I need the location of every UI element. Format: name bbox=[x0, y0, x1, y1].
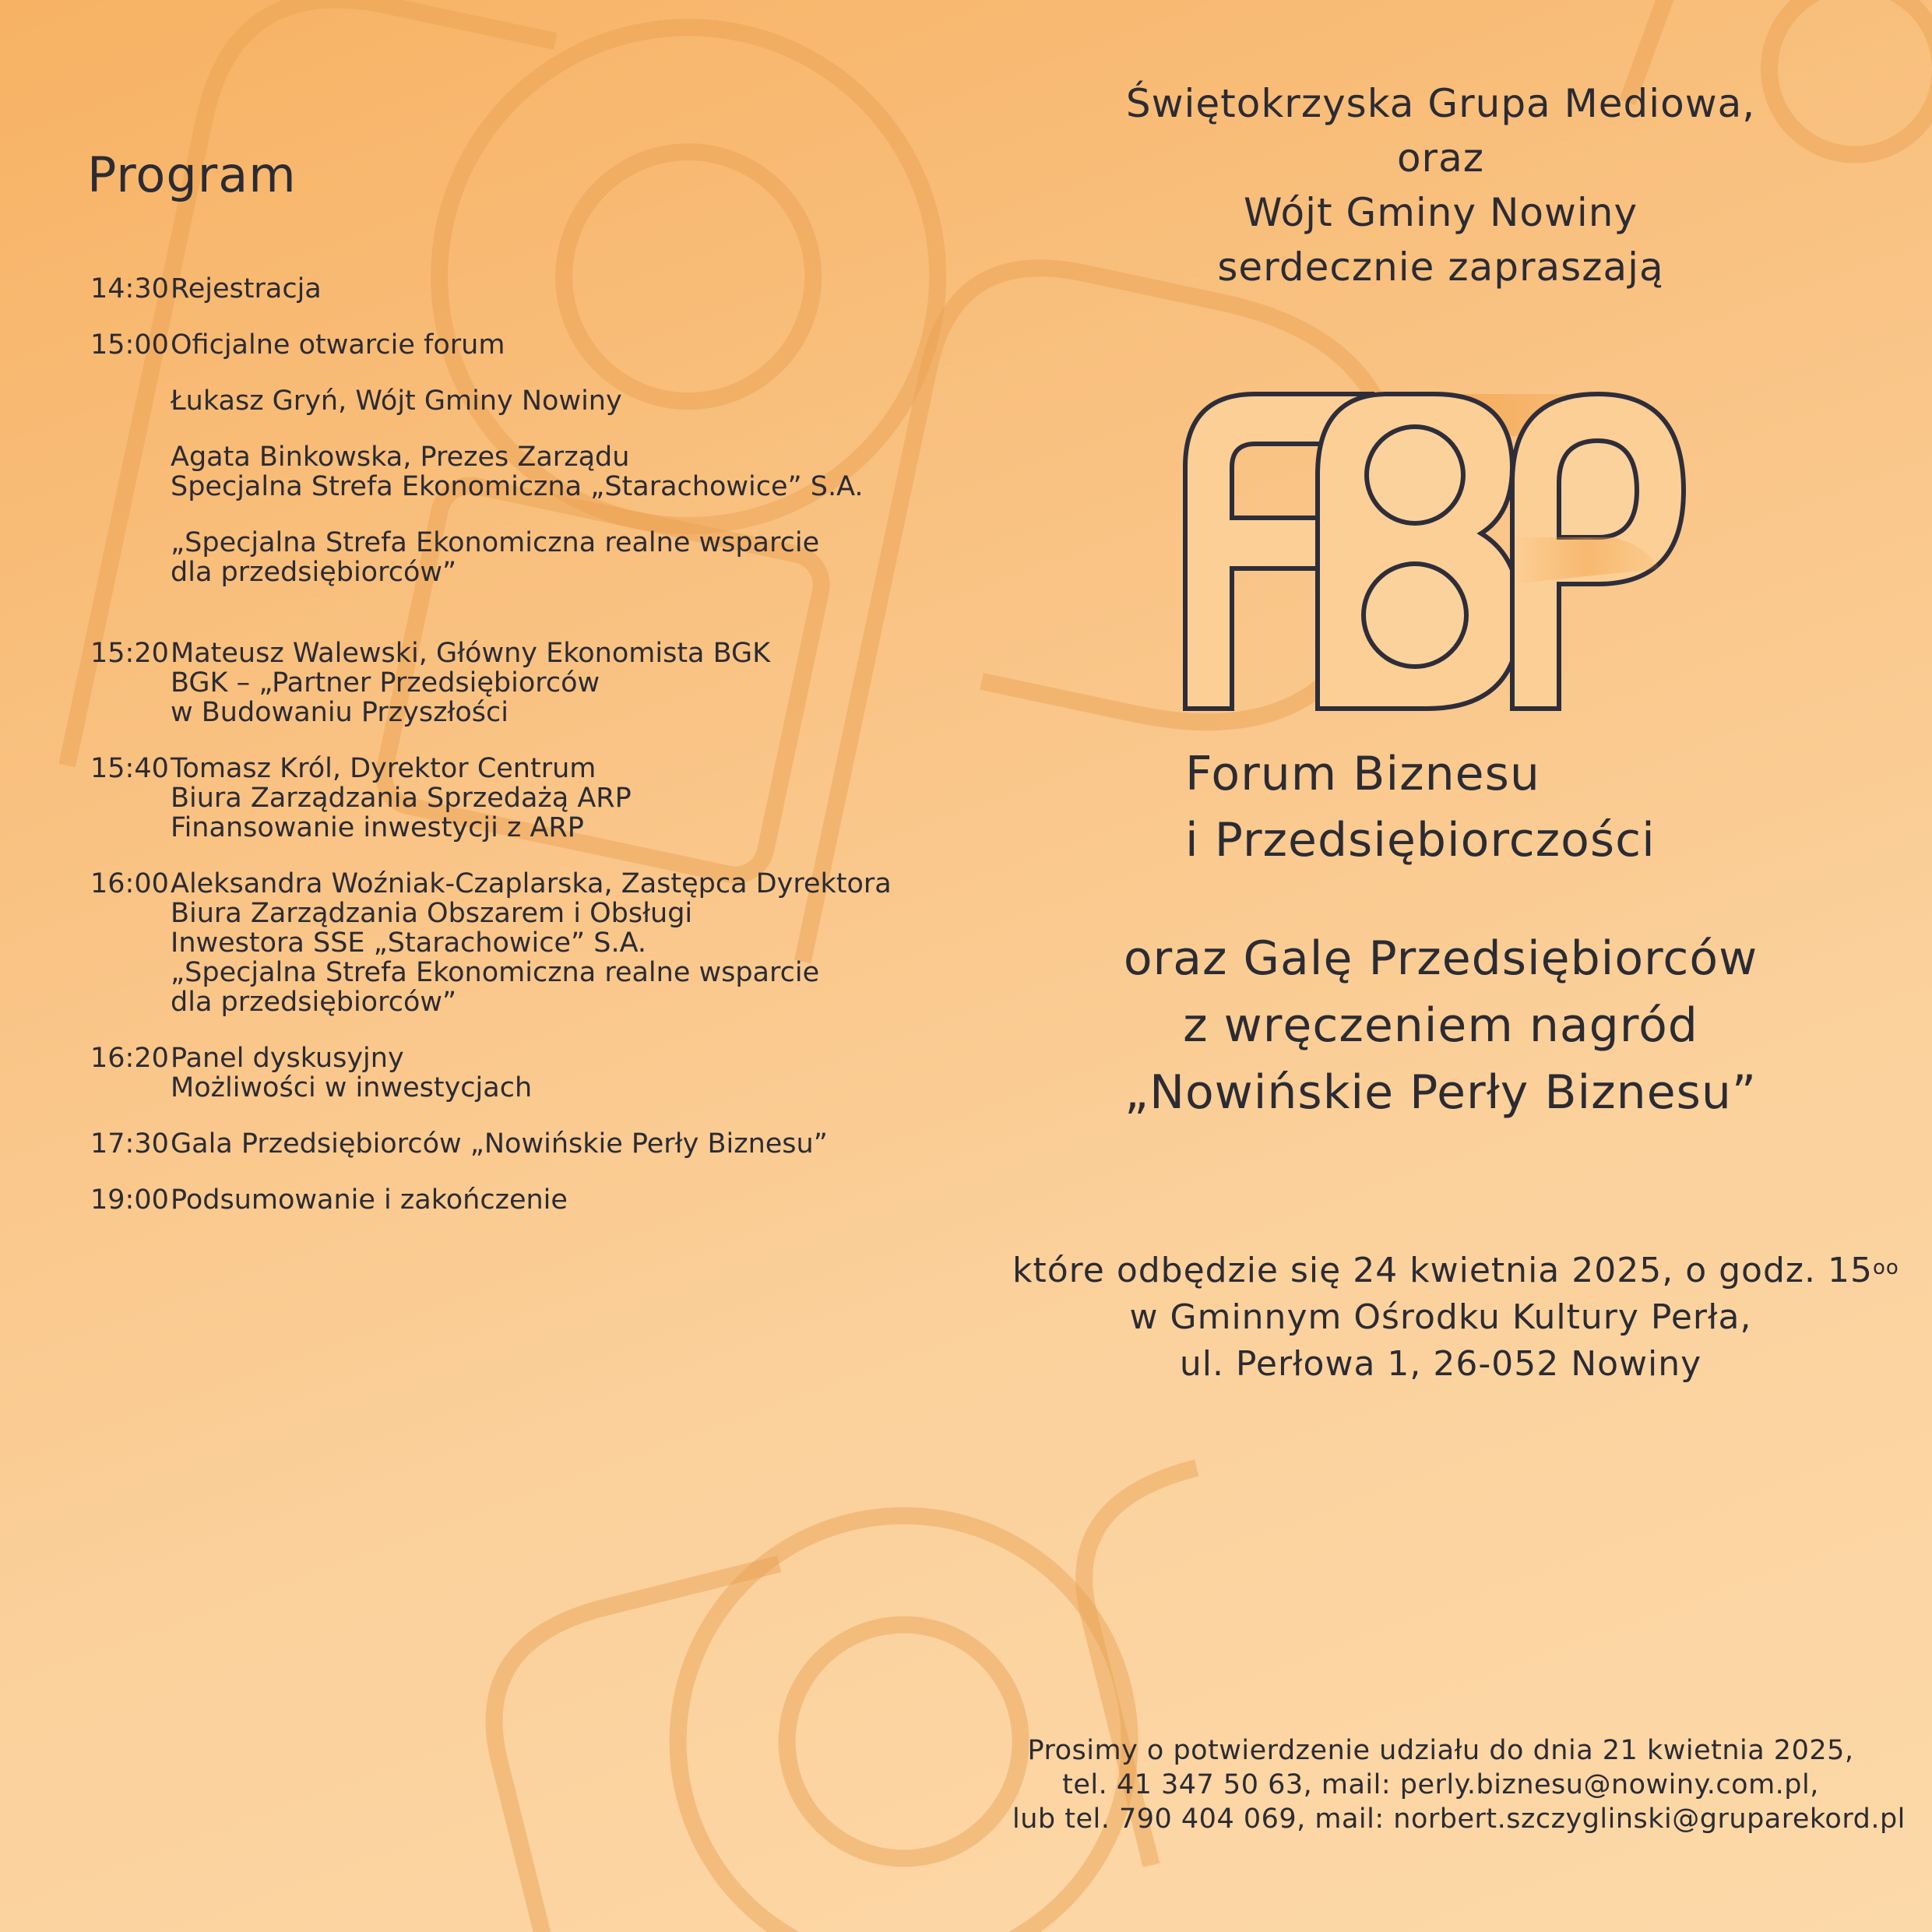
program-time: 16:20 bbox=[90, 1043, 169, 1074]
program-item bbox=[90, 1043, 1009, 1103]
fbp-logo bbox=[1177, 389, 1691, 716]
event-details bbox=[1012, 1248, 1899, 1388]
invitation-header bbox=[1028, 76, 1853, 294]
invite-line: Wójt Gminy Nowiny bbox=[1243, 190, 1638, 235]
event-date: które odbędzie się 24 kwietnia 2025, o godz. 15 bbox=[1012, 1251, 1873, 1290]
program-text: Finansowanie inwestycji z ARP bbox=[171, 812, 584, 843]
program-item bbox=[90, 639, 1009, 727]
program-text: Rejestracja bbox=[171, 273, 322, 304]
program-item bbox=[90, 1129, 1009, 1159]
invite-line: Świętokrzyska Grupa Mediowa, bbox=[1125, 81, 1756, 126]
program-speaker: Łukasz Gryń, Wójt Gminy Nowiny bbox=[171, 385, 622, 417]
program-text: BGK – „Partner Przedsiębiorców bbox=[171, 667, 600, 699]
program-text: Gala Przedsiębiorców „Nowińskie Perły Biznesu” bbox=[171, 1128, 828, 1160]
program-text: Mateusz Walewski, Główny Ekonomista BGK bbox=[171, 638, 771, 669]
program-time: 15:20 bbox=[90, 638, 169, 669]
program-text: Panel dyskusyjny bbox=[171, 1043, 404, 1074]
gala-line: „Nowińskie Perły Biznesu” bbox=[1124, 1065, 1757, 1120]
program-title: Program bbox=[87, 146, 297, 203]
gala-line: oraz Galę Przedsiębiorców bbox=[1123, 931, 1758, 986]
rsvp-line: Prosimy o potwierdzenie udziału do dnia 21 kwietnia 2025, bbox=[1027, 1735, 1854, 1766]
program-time: 16:00 bbox=[90, 868, 169, 899]
program-topic: dla przedsiębiorców” bbox=[171, 557, 457, 588]
gala-announcement bbox=[1028, 925, 1853, 1126]
program-text: w Budowaniu Przyszłości bbox=[171, 697, 509, 728]
forum-title-line1: Forum Biznesu bbox=[1185, 747, 1540, 801]
invite-line: serdecznie zapraszają bbox=[1217, 245, 1664, 290]
program-time: 19:00 bbox=[90, 1184, 169, 1216]
event-venue: w Gminnym Ośrodku Kultury Perła, bbox=[1129, 1297, 1752, 1337]
program-item bbox=[90, 869, 1009, 1017]
program-speaker: Agata Binkowska, Prezes Zarządu bbox=[171, 442, 630, 473]
program-text: dla przedsiębiorców” bbox=[171, 987, 457, 1018]
program-item bbox=[90, 1185, 1009, 1215]
program-time: 17:30 bbox=[90, 1128, 169, 1160]
program-text: Oficjalne otwarcie forum bbox=[171, 329, 505, 361]
program-text: Biura Zarządzania Obszarem i Obsługi bbox=[171, 898, 693, 929]
program-item bbox=[90, 330, 1009, 587]
invite-line: oraz bbox=[1396, 135, 1485, 181]
program-text: Aleksandra Woźniak-Czaplarska, Zastępca Dyrektora bbox=[171, 868, 892, 899]
program-topic: „Specjalna Strefa Ekonomiczna realne wsparcie bbox=[171, 527, 820, 558]
rsvp-line: tel. 41 347 50 63, mail: perly.biznesu@nowiny.com.pl, bbox=[1062, 1769, 1819, 1800]
program-text: Inwestora SSE „Starachowice” S.A. bbox=[171, 927, 647, 959]
program-item bbox=[90, 754, 1009, 843]
program-schedule bbox=[90, 274, 1009, 1241]
rsvp-info bbox=[1012, 1733, 1906, 1836]
forum-title-line2: i Przedsiębiorczości bbox=[1185, 813, 1656, 867]
rsvp-line: lub tel. 790 404 069, mail: norbert.szczyglinski@gruparekord.pl bbox=[1012, 1804, 1906, 1835]
program-time: 15:40 bbox=[90, 753, 169, 784]
event-date-line bbox=[1012, 1248, 1899, 1294]
program-speaker-org: Specjalna Strefa Ekonomiczna „Starachowice” S.A. bbox=[171, 471, 864, 502]
program-text: Podsumowanie i zakończenie bbox=[171, 1184, 568, 1216]
program-time: 15:00 bbox=[90, 329, 169, 361]
forum-title bbox=[1185, 741, 1656, 874]
program-text: Biura Zarządzania Sprzedażą ARP bbox=[171, 783, 632, 814]
event-time-sup: oo bbox=[1872, 1256, 1899, 1279]
gala-line: z wręczeniem nagród bbox=[1183, 998, 1698, 1053]
program-text: Możliwości w inwestycjach bbox=[171, 1072, 533, 1103]
program-time: 14:30 bbox=[90, 273, 169, 304]
program-text: „Specjalna Strefa Ekonomiczna realne wsparcie bbox=[171, 957, 820, 988]
program-item bbox=[90, 274, 1009, 304]
program-text: Tomasz Król, Dyrektor Centrum bbox=[171, 753, 596, 784]
event-address: ul. Perłowa 1, 26-052 Nowiny bbox=[1179, 1344, 1702, 1384]
